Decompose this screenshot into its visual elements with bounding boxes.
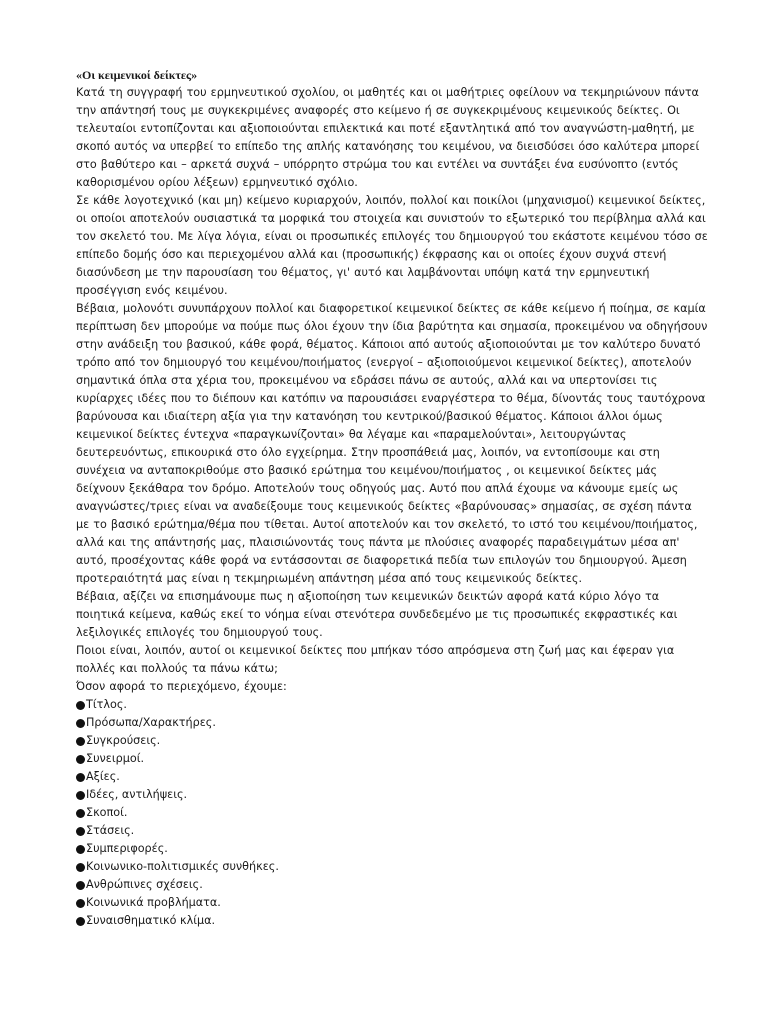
list-item xyxy=(76,768,708,786)
list-item xyxy=(76,876,708,894)
list-item xyxy=(76,732,708,750)
list-item-label: Συνειρμοί. xyxy=(86,752,145,765)
list-item-label: Συγκρούσεις. xyxy=(86,734,161,747)
content-indicators-list xyxy=(76,696,708,930)
list-item-label: Σκοποί. xyxy=(86,806,128,819)
bullet-icon xyxy=(76,737,85,746)
paragraph-intro: Κατά τη συγγραφή του ερμηνευτικού σχολίου, οι μαθητές και οι μαθήτριες οφείλουν να τεκμηριώνουν πάντα την απάντησή τους με συγκεκριμένες αναφορές στο κείμενο ή σε συγκεκριμένους κειμενικούς δείκτες. Οι τελευταίοι εντοπίζονται και αξιοποιούνται επιλεκτικά και ποτέ εξαντλητικά από τον αναγνώστη-μαθητή, με σκοπό αυτός να υπερβεί το επίπεδο της απλής κατανόησης του κειμένου, να διεισδύσει όσο καλύτερα μπορεί στο βαθύτερο και – αρκετά συχνά – υπόρρητο στρώμα του και εντέλει να συντάξει ένα ευσύνοπτο (εντός καθορισμένου ορίου λέξεων) ερμηνευτικό σχόλιο. xyxy=(76,86,700,189)
bullet-icon xyxy=(76,845,85,854)
bullet-icon xyxy=(76,755,85,764)
list-item xyxy=(76,894,708,912)
bullet-icon xyxy=(76,791,85,800)
paragraph-content-intro: Όσον αφορά το περιεχόμενο, έχουμε: xyxy=(76,680,287,693)
list-item-label: Κοινωνικο-πολιτισμικές συνθήκες. xyxy=(86,860,279,873)
bullet-icon xyxy=(76,917,85,926)
list-item-label: Πρόσωπα/Χαρακτήρες. xyxy=(86,716,216,729)
bullet-icon xyxy=(76,863,85,872)
list-item-label: Ανθρώπινες σχέσεις. xyxy=(86,878,203,891)
list-item-label: Συμπεριφορές. xyxy=(86,842,168,855)
list-item-label: Στάσεις. xyxy=(86,824,135,837)
paragraph-definition: Σε κάθε λογοτεχνικό (και μη) κείμενο κυριαρχούν, λοιπόν, πολλοί και ποικίλοι (μηχανισμοί) κειμενικοί δείκτες, οι οποίοι αποτελούν ουσιαστικά τα μορφικά του στοιχεία και συνιστούν το εξωτερικό του περίβλημα αλλά και τον σκελετό του. Με λίγα λόγια, είναι οι προσωπικές επιλογές του δημιουργού του εκάστοτε κειμένου τόσο σε επίπεδο δομής όσο και περιεχομένου αλλά και (προσωπικής) έκφρασης και οι οποίες έχουν συχνά στενή διασύνδεση με την παρουσίαση του θέματος, γι' αυτό και λαμβάνονται υπόψη κατά την ερμηνευτική προσέγγιση ενός κειμένου. xyxy=(76,194,708,297)
list-item-label: Τίτλος. xyxy=(86,698,127,711)
list-item xyxy=(76,858,708,876)
list-item xyxy=(76,822,708,840)
document-title: «Οι κειμενικοί δείκτες» xyxy=(76,68,198,82)
paragraph-importance: Βέβαια, μολονότι συνυπάρχουν πολλοί και διαφορετικοί κειμενικοί δείκτες σε κάθε κείμενο ή ποίημα, σε καμία περίπτωση δεν μπορούμε να πούμε πως όλοι έχουν την ίδια βαρύτητα και σημασία, προκειμένου να οδηγήσουν στην ανάδειξη του βασικού, κάθε φορά, θέματος. Κάποιοι από αυτούς αξιοποιούνται με τον καλύτερο δυνατό τρόπο από τον δημιουργό του κειμένου/ποιήματος (ενεργοί – αξιοποιούμενοι κειμενικοί δείκτες), αποτελούν σημαντικά όπλα στα χέρια του, προκειμένου να εδράσει πάνω σε αυτούς, αλλά και να υπερτονίσει τις κυρίαρχες ιδέες που το διέπουν και κατόπιν να παρουσιάσει εναργέστερα το θέμα, δίνοντάς τους ταυτόχρονα βαρύνουσα και ιδιαίτερη αξία για την κατανόηση του κεντρικού/βασικού θέματος. Κάποιοι άλλοι όμως κειμενικοί δείκτες έντεχνα «παραγκωνίζονται» θα λέγαμε και «παραμελούνται», λειτουργώντας δευτερευόντως, επικουρικά στο όλο εγχείρημα. Στην προσπάθειά μας, λοιπόν, να εντοπίσουμε και στη συνέχεια να ανταποκριθούμε στο βασικό ερώτημα του κειμένου/ποιήματος , οι κειμενικοί δείκτες μάς δείχνουν ξεκάθαρα τον δρόμο. Αποτελούν τους οδηγούς μας. Αυτό που απλά έχουμε να κάνουμε εμείς ως αναγνώστες/τριες είναι να αναδείξουμε τους κειμενικούς δείκτες «βαρύνουσας» σημασίας, σε σχέση πάντα με το βασικό ερώτημα/θέμα που τίθεται. Αυτοί αποτελούν και τον σκελετό, το ιστό του κειμένου/ποιήματος, αλλά και της απάντησής μας, πλαισιώνοντάς τους πάντα με πλούσιες αναφορές παραδειγμάτων μέσα απ' αυτό, προσέχοντας κάθε φορά να εντάσσονται σε διαφορετικά πεδία των επιλογών του δημιουργού. Άμεση προτεραιότητά μας είναι η τεκμηριωμένη απάντηση μέσα από τους κειμενικούς δείκτες. xyxy=(76,302,708,585)
list-item xyxy=(76,786,708,804)
list-item-label: Ιδέες, αντιλήψεις. xyxy=(86,788,188,801)
list-item xyxy=(76,714,708,732)
bullet-icon xyxy=(76,701,85,710)
bullet-icon xyxy=(76,899,85,908)
paragraph-question: Ποιοι είναι, λοιπόν, αυτοί οι κειμενικοί δείκτες που μπήκαν τόσο απρόσμενα στη ζωή μας και έφεραν για πολλές και πολλούς τα πάνω κάτω; xyxy=(76,644,675,675)
bullet-icon xyxy=(76,827,85,836)
bullet-icon xyxy=(76,881,85,890)
bullet-icon xyxy=(76,773,85,782)
document-body xyxy=(76,84,708,696)
list-item-label: Κοινωνικά προβλήματα. xyxy=(86,896,221,909)
list-item xyxy=(76,750,708,768)
list-item-label: Αξίες. xyxy=(86,770,120,783)
list-item xyxy=(76,912,708,930)
paragraph-poetry-note: Βέβαια, αξίζει να επισημάνουμε πως η αξιοποίηση των κειμενικών δεικτών αφορά κατά κύριο λόγο τα ποιητικά κείμενα, καθώς εκεί το νόημα είναι στενότερα συνδεδεμένο με τις προσωπικές εκφραστικές και λεξιλογικές επιλογές του δημιουργού τους. xyxy=(76,590,678,639)
list-item xyxy=(76,696,708,714)
bullet-icon xyxy=(76,719,85,728)
list-item xyxy=(76,804,708,822)
list-item-label: Συναισθηματικό κλίμα. xyxy=(86,914,216,927)
bullet-icon xyxy=(76,809,85,818)
list-item xyxy=(76,840,708,858)
